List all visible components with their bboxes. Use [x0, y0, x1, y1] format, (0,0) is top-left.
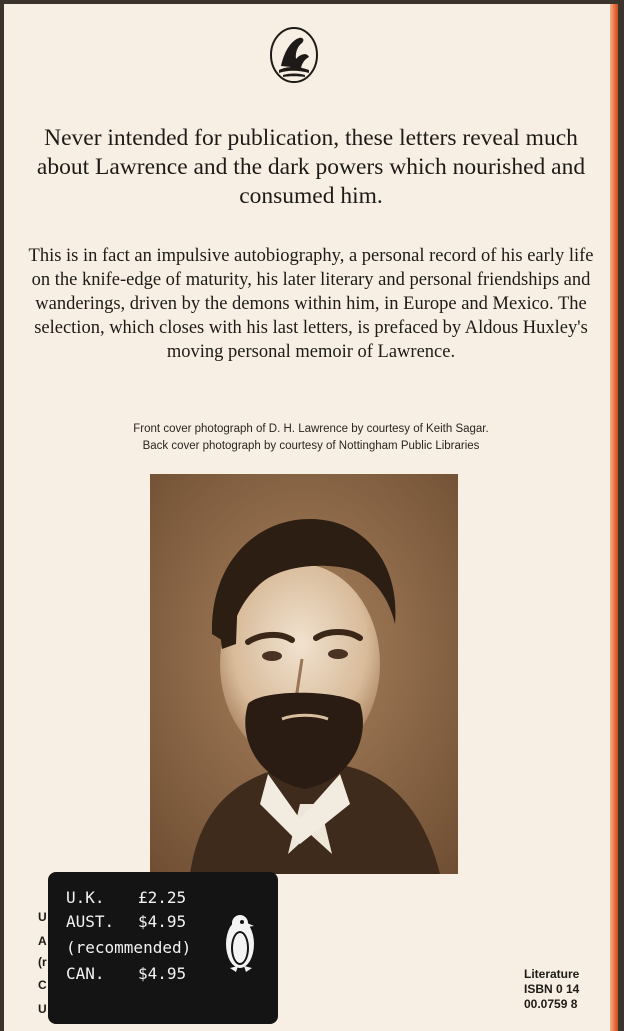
back-cover-credit: Back cover photograph by courtesy of Nottingham Public Libraries	[142, 440, 480, 452]
obscured-text-a: A	[38, 934, 47, 948]
price-region-aust: AUST.	[66, 912, 115, 931]
isbn-number: 00.0759 8	[524, 997, 578, 1011]
price-sticker	[48, 872, 278, 1024]
price-row-can	[66, 964, 186, 983]
obscured-text-u2: U	[38, 1002, 47, 1016]
recommended-note: (recommended)	[66, 938, 192, 957]
price-value-aust: $4.95	[138, 912, 187, 931]
publisher-pelican-logo-icon	[269, 26, 319, 84]
category-label: Literature	[524, 967, 580, 981]
author-portrait-photo	[150, 474, 458, 874]
catalog-info	[524, 967, 614, 1012]
front-cover-credit: Front cover photograph of D. H. Lawrence by courtesy of Keith Sagar.	[133, 423, 489, 435]
price-region-can: CAN.	[66, 964, 105, 983]
spine-edge	[610, 4, 618, 1031]
price-region-uk: U.K.	[66, 888, 105, 907]
isbn-line: ISBN 0 14	[524, 982, 580, 996]
obscured-text-c: C	[38, 978, 47, 992]
penguin-logo-icon	[220, 910, 260, 974]
price-row-aust	[66, 912, 186, 931]
description-blurb: This is in fact an impulsive autobiography, a personal record of his early life on the knife-edge of maturity, his later literary and personal friendships and wanderings, driven by the demons within him, in Europe and Mexico. The selection, which closes with his last letters, is prefaced by Aldous Huxley's moving personal memoir of Lawrence.	[28, 246, 594, 362]
price-value-can: $4.95	[138, 964, 187, 983]
price-value-uk: £2.25	[138, 888, 187, 907]
price-row-uk	[66, 888, 186, 907]
obscured-text-r: (r	[38, 955, 47, 969]
obscured-text-u: U	[38, 910, 47, 924]
photo-credits	[24, 421, 598, 455]
headline-blurb: Never intended for publication, these letters reveal much about Lawrence and the dark powers which nourished and consumed him.	[36, 125, 586, 209]
